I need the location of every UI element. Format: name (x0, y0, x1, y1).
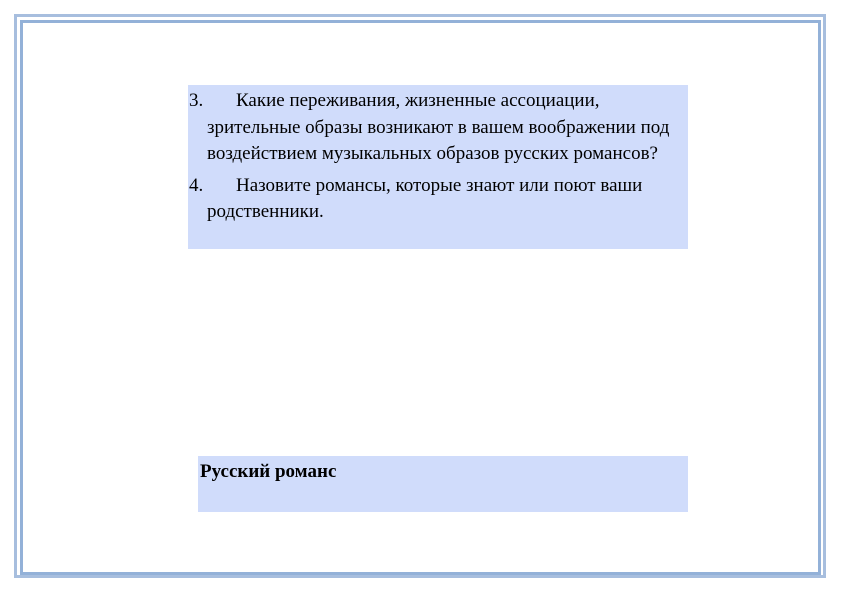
question-text: Какие переживания, жизненные ассоциации, зрительные образы возникают в вашем воображении под воздействием музыкальных образов русских романсов? (207, 90, 670, 164)
question-item-3 (188, 88, 688, 168)
question-item-4 (188, 173, 688, 226)
question-text: Назовите романсы, которые знают или поют ваши родственники. (207, 174, 643, 222)
slide-title: Русский романс (200, 461, 337, 482)
question-number: 4. (189, 174, 204, 196)
questions-text-box (188, 85, 688, 249)
slide-title-box (198, 456, 688, 512)
question-number: 3. (189, 90, 204, 111)
